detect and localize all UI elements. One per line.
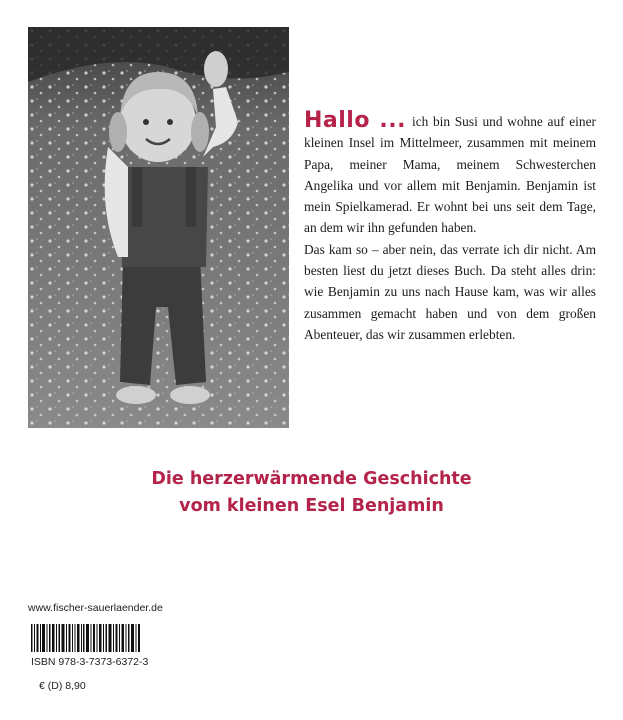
price-label: € (D) 8,90	[39, 680, 86, 692]
photo-illustration	[28, 27, 289, 428]
intro-paragraph-2: Das kam so – aber nein, das verrate ich dir nicht. Am besten liest du jetzt dieses Buch. Da steht alles drin: wie Benjamin zu uns nach Hause kam, was wir alles zusammen gemacht haben und von dem großen Abenteuer, das wir zusammen erlebten.	[304, 241, 596, 342]
tagline-line-2: vom kleinen Esel Benjamin	[179, 496, 444, 516]
tagline-line-1: Die herzerwärmende Geschichte	[151, 469, 472, 489]
intro-paragraph-1	[304, 110, 596, 239]
cover-photo-girl-waving	[28, 27, 289, 428]
barcode	[31, 624, 141, 652]
tagline	[0, 466, 623, 520]
isbn-number: ISBN 978-3-7373-6372-3	[31, 656, 149, 668]
paragraph-1-text: ich bin Susi und wohne auf einer kleinen Insel im Mittelmeer, zusammen mit meinem Papa, meiner Mama, meinem Schwesterchen Angelika und vor allem mit Benjamin. Benjamin ist mein Spielkamerad. Er wohnt bei uns seit dem Tage, an dem wir ihn gefunden haben.	[304, 114, 597, 236]
intro-text	[304, 110, 596, 345]
publisher-url: www.fischer-sauerlaender.de	[28, 602, 163, 614]
greeting-heading: Hallo ...	[304, 108, 406, 133]
